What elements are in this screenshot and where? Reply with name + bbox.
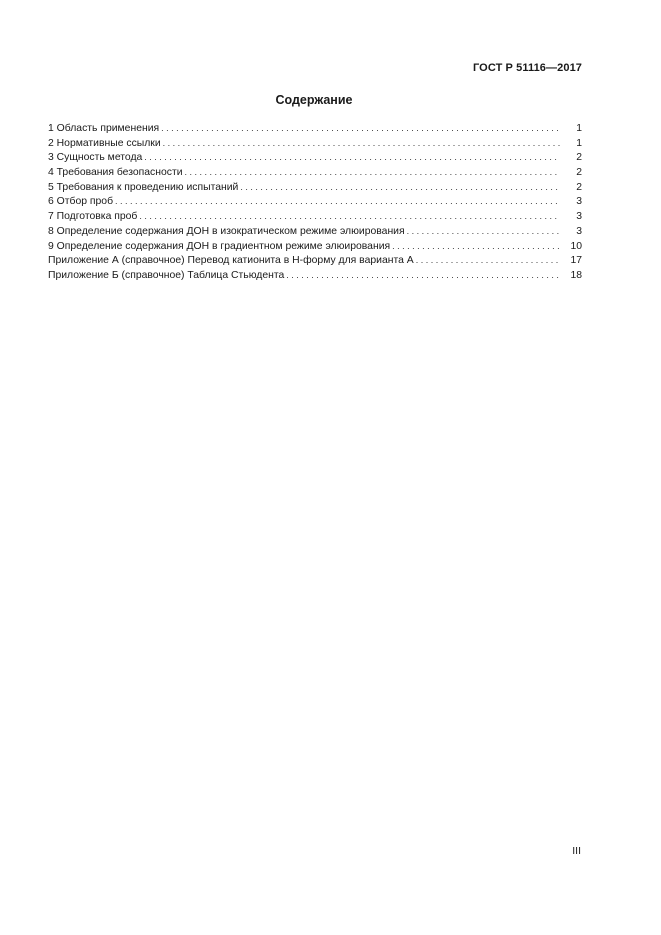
toc-entry	[48, 165, 582, 180]
toc-entry	[48, 268, 582, 283]
toc-entry-page: 18	[570, 269, 582, 281]
toc-entry	[48, 253, 582, 268]
toc-entry	[48, 150, 582, 165]
toc-entry-page: 3	[576, 225, 582, 237]
toc-list	[48, 121, 582, 283]
page-number: III	[572, 845, 581, 857]
toc-entry-page: 1	[576, 137, 582, 149]
toc-entry-page: 2	[576, 181, 582, 193]
toc-entry-page: 2	[576, 167, 582, 179]
toc-entry-label: 4 Требования безопасности	[48, 167, 183, 179]
toc-entry-page: 3	[576, 211, 582, 223]
toc-entry	[48, 209, 582, 224]
toc-entry-label: 8 Определение содержания ДОН в изократическом режиме элюирования	[48, 225, 405, 237]
toc-leader-dots	[115, 194, 560, 209]
toc-entry-label: Приложение Б (справочное) Таблица Стьюдента	[48, 269, 285, 281]
toc-entry-page: 17	[570, 255, 582, 267]
toc-leader-dots	[139, 209, 560, 224]
toc-entry	[48, 224, 582, 239]
toc-entry-label: 3 Сущность метода	[48, 152, 143, 164]
toc-leader-dots	[416, 253, 560, 268]
toc-leader-dots	[286, 268, 560, 283]
toc-entry-page: 3	[576, 196, 582, 208]
toc-entry	[48, 239, 582, 254]
toc-leader-dots	[240, 180, 560, 195]
toc-entry-label: 1 Область применения	[48, 123, 160, 134]
toc-entry-label: 5 Требования к проведению испытаний	[48, 181, 239, 193]
toc-entry	[48, 121, 582, 136]
toc-entry	[48, 194, 582, 209]
toc-entry-label: 2 Нормативные ссылки	[48, 137, 161, 149]
toc-entry-page: 10	[570, 240, 582, 252]
toc-title: Содержание	[275, 93, 353, 107]
toc-leader-dots	[392, 239, 560, 254]
toc-leader-dots	[144, 150, 560, 165]
toc-entry-label: Приложение А (справочное) Перевод катионита в Н-форму для варианта А	[48, 255, 414, 267]
toc-entry-page: 2	[576, 152, 582, 164]
toc-entry-label: 6 Отбор проб	[48, 196, 114, 208]
toc-entry	[48, 180, 582, 195]
toc-entry-page: 1	[576, 123, 582, 134]
toc-entry-label: 7 Подготовка проб	[48, 211, 138, 223]
toc-entry	[48, 136, 582, 151]
toc-leader-dots	[185, 165, 560, 180]
toc-leader-dots	[407, 224, 560, 239]
document-code: ГОСТ Р 51116—2017	[472, 62, 582, 74]
toc-leader-dots	[161, 121, 560, 136]
toc-entry-label: 9 Определение содержания ДОН в градиентном режиме элюирования	[48, 240, 391, 252]
toc-leader-dots	[163, 136, 560, 151]
